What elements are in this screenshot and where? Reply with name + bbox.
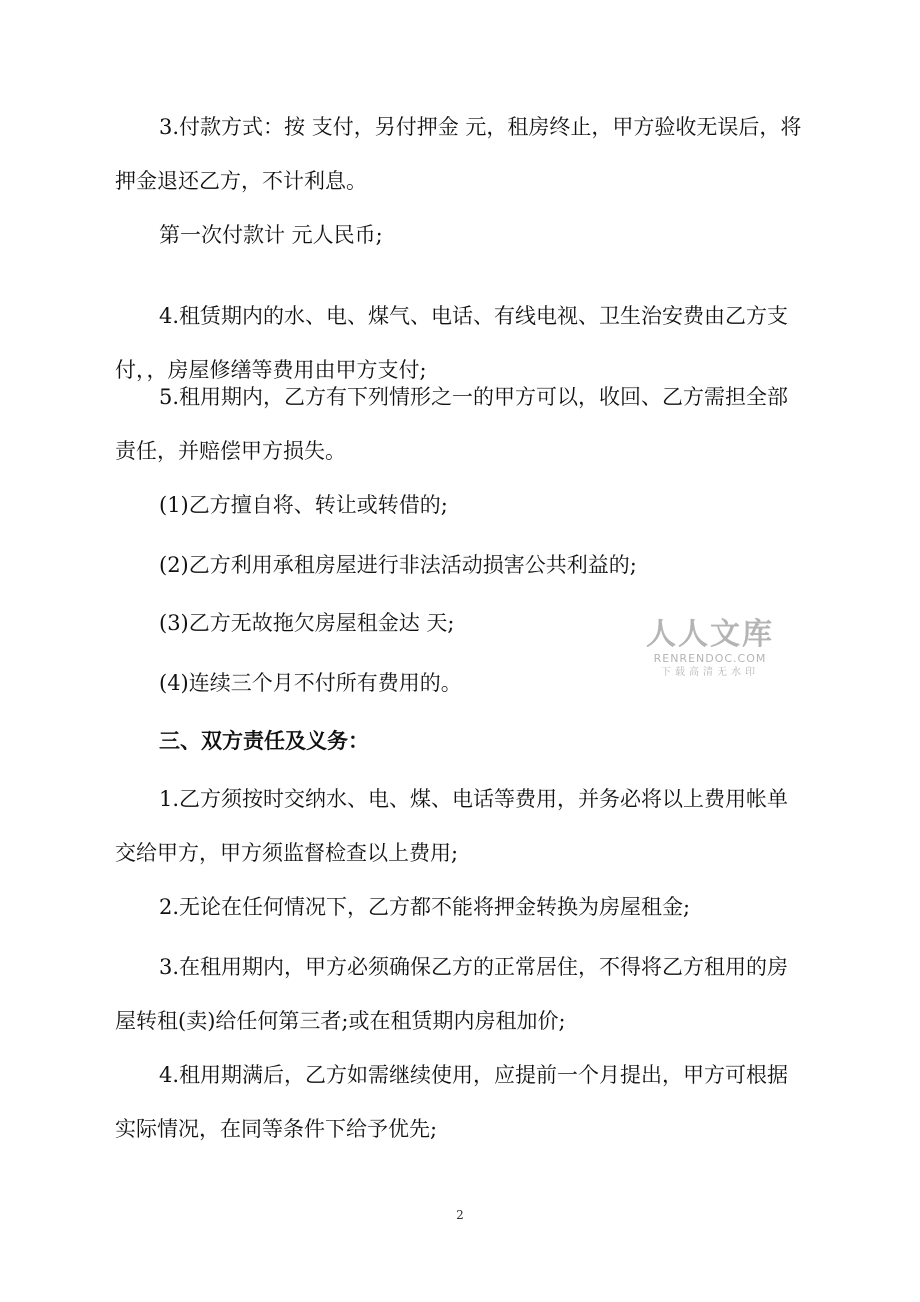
page-number: 2 [456, 1208, 464, 1222]
watermark-subtitle: 下载高清无水印 [661, 667, 759, 678]
list-item-condition-3: (3)乙方无故拖欠房屋租金达 天; [159, 611, 455, 635]
section-heading-responsibilities: 三、双方责任及义务： [159, 728, 369, 753]
paragraph-responsibility-4: 4.租用期满后，乙方如需继续使用，应提前一个月提出，甲方可根据实际情况，在同等条件下给予优先; [115, 1063, 789, 1141]
watermark-title: 人人文库 [646, 617, 774, 652]
paragraph-responsibility-1: 1.乙方须按时交纳水、电、煤、电话等费用，并务必将以上费用帐单交给甲方，甲方须监督检查以上费用; [115, 787, 789, 865]
paragraph-responsibility-2: 2.无论在任何情况下，乙方都不能将押金转换为房屋租金; [159, 895, 691, 919]
list-item-condition-1: (1)乙方擅自将、转让或转借的; [159, 493, 448, 517]
list-item-condition-4: (4)连续三个月不付所有费用的。 [159, 671, 462, 695]
paragraph-first-payment: 第一次付款计 元人民币; [159, 223, 383, 247]
paragraph-payment-method: 3.付款方式：按 支付，另付押金 元，租房终止，甲方验收无误后，将押金退还乙方，不计利息。 [115, 115, 802, 193]
watermark-logo [640, 618, 780, 680]
paragraph-utility-fees: 4.租赁期内的水、电、煤气、电话、有线电视、卫生治安费由乙方支付，，房屋修缮等费用由甲方支付; [115, 304, 789, 382]
watermark-url: RENRENDOC.COM [653, 652, 767, 665]
paragraph-termination-conditions: 5.租用期内，乙方有下列情形之一的甲方可以，收回、乙方需担全部责任，并赔偿甲方损失。 [115, 385, 789, 463]
paragraph-responsibility-3: 3.在租用期内，甲方必须确保乙方的正常居住，不得将乙方租用的房屋转租(卖)给任何第三者;或在租赁期内房租加价; [115, 955, 789, 1033]
list-item-condition-2: (2)乙方利用承租房屋进行非法活动损害公共利益的; [159, 553, 637, 577]
